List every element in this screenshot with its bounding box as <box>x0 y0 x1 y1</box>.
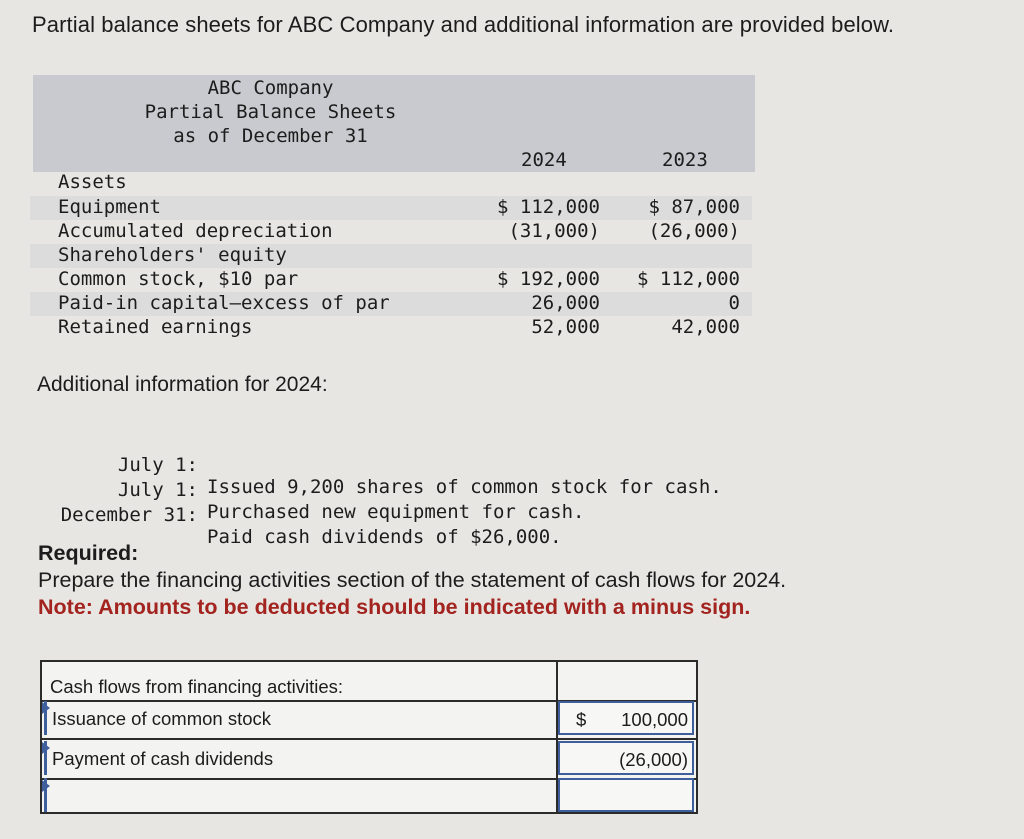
event-text: Issued 9,200 shares of common stock for cash. <box>207 476 722 498</box>
column-divider <box>556 662 558 812</box>
balance-row-retained-earnings <box>30 316 752 340</box>
value-2023: $ 112,000 <box>637 268 740 290</box>
description-input[interactable] <box>44 741 554 775</box>
description-input[interactable] <box>44 701 554 735</box>
value-2024: $ 112,000 <box>497 196 600 218</box>
intro-text: Partial balance sheets for ABC Company and additional information are provided below. <box>32 12 895 37</box>
event-date: July 1: <box>117 454 198 476</box>
required-note: Note: Amounts to be deducted should be indicated with a minus sign. <box>38 595 751 619</box>
value-2024: 52,000 <box>531 316 600 338</box>
row-flag-icon <box>42 702 50 714</box>
value-2024: (31,000) <box>508 220 600 242</box>
row-label: Retained earnings <box>58 316 253 338</box>
amount-value: 100,000 <box>621 709 688 730</box>
balance-row-common-stock <box>30 268 752 292</box>
currency-symbol: $ <box>576 709 587 730</box>
sheet-date: as of December 31 <box>173 125 368 147</box>
amount-input[interactable] <box>558 778 694 812</box>
row-label: Shareholders' equity <box>58 244 287 266</box>
balance-row-equipment <box>30 196 752 220</box>
financing-activities-table <box>40 660 698 814</box>
row-label: Assets <box>58 171 127 193</box>
table-row <box>42 740 696 780</box>
balance-row-shareholders-equity <box>30 244 752 268</box>
table-row <box>42 700 696 740</box>
row-label: Paid-in capital—excess of par <box>58 292 390 314</box>
balance-row-accumulated-depreciation <box>30 220 752 244</box>
row-description: Payment of cash dividends <box>52 748 274 769</box>
balance-row-assets <box>30 171 752 195</box>
amount-input[interactable] <box>558 701 694 735</box>
row-label: Accumulated depreciation <box>58 220 333 242</box>
required-heading: Required: <box>38 541 139 565</box>
company-name: ABC Company <box>207 77 334 99</box>
required-instruction: Prepare the financing activities section of the statement of cash flows for 2024. <box>38 568 787 592</box>
sheet-title: Partial Balance Sheets <box>144 101 397 123</box>
row-label: Common stock, $10 par <box>58 268 299 290</box>
row-flag-icon <box>42 780 50 792</box>
balance-row-paid-in-capital <box>30 292 752 316</box>
table-header-row <box>42 662 696 702</box>
description-input[interactable] <box>44 778 554 812</box>
value-2023: $ 87,000 <box>648 196 740 218</box>
amount-value: (26,000) <box>619 749 688 770</box>
value-2023: 0 <box>728 292 740 314</box>
row-description: Issuance of common stock <box>52 708 272 729</box>
table-row <box>42 778 696 812</box>
value-2023: 42,000 <box>671 316 740 338</box>
event-date: December 31: <box>60 504 198 526</box>
required-section <box>38 540 786 621</box>
amount-input[interactable] <box>558 741 694 775</box>
row-label: Equipment <box>58 196 161 218</box>
event-text: Paid cash dividends of $26,000. <box>207 526 562 548</box>
additional-info-heading: Additional information for 2024: <box>37 373 328 396</box>
event-text: Purchased new equipment for cash. <box>207 501 585 523</box>
table-header-label: Cash flows from financing activities: <box>50 676 344 697</box>
balance-sheet-header <box>33 75 755 172</box>
event-line <box>0 482 1000 548</box>
column-header-2024: 2024 <box>521 149 567 171</box>
value-2024: $ 192,000 <box>497 268 600 290</box>
value-2023: (26,000) <box>648 220 740 242</box>
row-flag-icon <box>42 742 50 754</box>
value-2024: 26,000 <box>531 292 600 314</box>
event-date: July 1: <box>117 479 198 501</box>
column-header-2023: 2023 <box>662 149 708 171</box>
